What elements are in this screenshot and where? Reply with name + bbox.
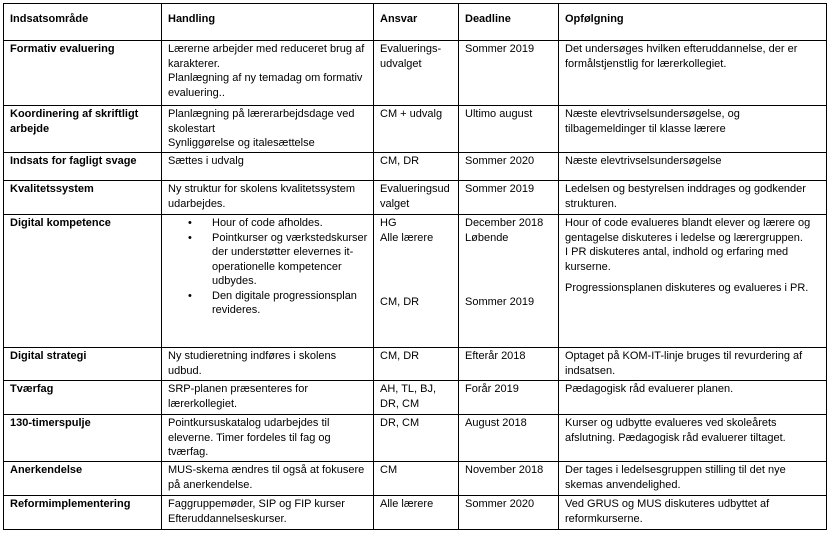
- header-deadline: Deadline: [459, 4, 559, 41]
- table-row: [4, 415, 827, 462]
- deadline-cell: Sommer 2019: [459, 181, 559, 215]
- area-cell: Indsats for fagligt svage: [4, 153, 162, 181]
- ansvar-line: HG: [380, 217, 397, 229]
- opfolgning-cell: Næste elevtrivselsundersøgelse: [559, 153, 827, 181]
- area-cell: Anerkendelse: [4, 462, 162, 496]
- ansvar-cell: AH, TL, BJ, DR, CM: [374, 381, 459, 415]
- ansvar-cell: DR, CM: [374, 415, 459, 462]
- deadline-cell: November 2018: [459, 462, 559, 496]
- ansvar-cell: CM + udvalg: [374, 106, 459, 153]
- deadline-cell: Ultimo august: [459, 106, 559, 153]
- area-cell: Tværfag: [4, 381, 162, 415]
- table-row: [4, 106, 827, 153]
- action-plan-table: [3, 3, 827, 530]
- deadline-cell: Forår 2019: [459, 381, 559, 415]
- opfolgning-cell: Optaget på KOM-IT-linje bruges til revurdering af indsatsen.: [559, 348, 827, 381]
- ansvar-cell: Evaluerings-udvalget: [374, 41, 459, 106]
- bullet-glyph: •: [188, 289, 192, 302]
- handling-line: Faggruppemøder, SIP og FIP kurser: [168, 498, 345, 510]
- deadline-cell: Sommer 2020: [459, 153, 559, 181]
- opfolgning-line: Hour of code evalueres blandt elever og lærere og gentagelse diskuteres i ledelse og lærergruppen.: [565, 217, 811, 244]
- handling-line: Planlægning af ny temadag om formativ evaluering..: [168, 72, 363, 99]
- header-handling: Handling: [162, 4, 374, 41]
- ansvar-cell: [374, 215, 459, 348]
- opfolgning-line: I PR diskuteres antal, indhold og erfaring med kurserne.: [565, 246, 789, 273]
- area-cell: Reformimplementering: [4, 496, 162, 530]
- handling-cell: [162, 496, 374, 530]
- ansvar-cell: Evalueringsudvalget: [374, 181, 459, 215]
- handling-cell: [162, 462, 374, 496]
- handling-cell: [162, 181, 374, 215]
- list-item: • Pointkurser og værkstedskurser der understøtter elevernes it-operationelle kompetencer udbydes.: [188, 231, 368, 287]
- table-row: [4, 381, 827, 415]
- handling-line: Pointkursuskatalog udarbejdes til eleverne. Timer fordeles til fag og tværfag.: [168, 417, 331, 458]
- opfolgning-cell: Næste elevtrivselsundersøgelse, og tilbagemeldinger til klasse lærere: [559, 106, 827, 153]
- handling-line: MUS-skema ændres til også at fokusere på anerkendelse.: [168, 464, 365, 491]
- ansvar-line: CM, DR: [380, 296, 420, 308]
- list-item: • Hour of code afholdes.: [188, 217, 323, 229]
- deadline-cell: Efterår 2018: [459, 348, 559, 381]
- deadline-line: December 2018: [465, 217, 544, 229]
- handling-line: Ny struktur for skolens kvalitetssystem udarbejdes.: [168, 183, 356, 210]
- opfolgning-line: Progressionsplanen diskuteres og evalueres i PR.: [565, 282, 809, 294]
- deadline-cell: August 2018: [459, 415, 559, 462]
- table-row: [4, 496, 827, 530]
- area-cell: Kvalitetssystem: [4, 181, 162, 215]
- opfolgning-cell: Pædagogisk råd evaluerer planen.: [559, 381, 827, 415]
- handling-cell: [162, 381, 374, 415]
- handling-line: Planlægning på lærerarbejdsdage ved skolestart: [168, 108, 355, 135]
- ansvar-cell: CM, DR: [374, 348, 459, 381]
- ansvar-cell: CM, DR: [374, 153, 459, 181]
- table-row: [4, 181, 827, 215]
- area-cell: Digital kompetence: [4, 215, 162, 348]
- handling-line: Lærerne arbejder med reduceret brug af karakterer.: [168, 43, 365, 70]
- ansvar-cell: Alle lærere: [374, 496, 459, 530]
- area-cell: Koordinering af skriftligt arbejde: [4, 106, 162, 153]
- bullet-glyph: •: [188, 217, 192, 229]
- header-indsatsomraade: Indsatsområde: [4, 4, 162, 41]
- header-opfolgning: Opfølgning: [559, 4, 827, 41]
- header-ansvar: Ansvar: [374, 4, 459, 41]
- handling-cell: [162, 41, 374, 106]
- handling-bullet-list: [168, 216, 368, 318]
- handling-line: SRP-planen præsenteres for lærerkollegiet.: [168, 383, 309, 410]
- deadline-line: Løbende: [465, 231, 509, 244]
- opfolgning-cell: Det undersøges hvilken efteruddannelse, der er formålstjenstlig for lærerkollegiet.: [559, 41, 827, 106]
- handling-cell: [162, 106, 374, 153]
- table-row: [4, 462, 827, 496]
- opfolgning-cell: Ledelsen og bestyrelsen inddrages og godkender strukturen.: [559, 181, 827, 215]
- bullet-glyph: •: [188, 231, 192, 244]
- handling-line: Sættes i udvalg: [168, 155, 244, 167]
- deadline-cell: Sommer 2020: [459, 496, 559, 530]
- handling-cell: [162, 215, 374, 348]
- ansvar-cell: CM: [374, 462, 459, 496]
- opfolgning-cell: Ved GRUS og MUS diskuteres udbyttet af reformkurserne.: [559, 496, 827, 530]
- opfolgning-cell: Der tages i ledelsesgruppen stilling til det nye skemas anvendelighed.: [559, 462, 827, 496]
- area-cell: Formativ evaluering: [4, 41, 162, 106]
- handling-line: Synliggørelse og italesættelse: [168, 137, 315, 149]
- deadline-cell: Sommer 2019: [459, 41, 559, 106]
- deadline-line: Sommer 2019: [465, 296, 535, 308]
- table-row: [4, 153, 827, 181]
- opfolgning-cell: [559, 215, 827, 348]
- table-row: [4, 348, 827, 381]
- area-cell: Digital strategi: [4, 348, 162, 381]
- handling-cell: [162, 415, 374, 462]
- opfolgning-cell: Kurser og udbytte evalueres ved skoleårets afslutning. Pædagogisk råd evaluerer tiltaget.: [559, 415, 827, 462]
- area-cell: 130-timerspulje: [4, 415, 162, 462]
- table-row: [4, 41, 827, 106]
- list-item: • Den digitale progressionsplan revideres.: [188, 289, 357, 316]
- handling-line: Efteruddannelseskurser.: [168, 512, 287, 525]
- handling-cell: [162, 153, 374, 181]
- deadline-cell: [459, 215, 559, 348]
- handling-cell: [162, 348, 374, 381]
- header-row: [4, 4, 827, 41]
- handling-line: Ny studieretning indføres i skolens udbud.: [168, 350, 337, 377]
- table-row: [4, 215, 827, 348]
- ansvar-line: Alle lærere: [380, 231, 434, 244]
